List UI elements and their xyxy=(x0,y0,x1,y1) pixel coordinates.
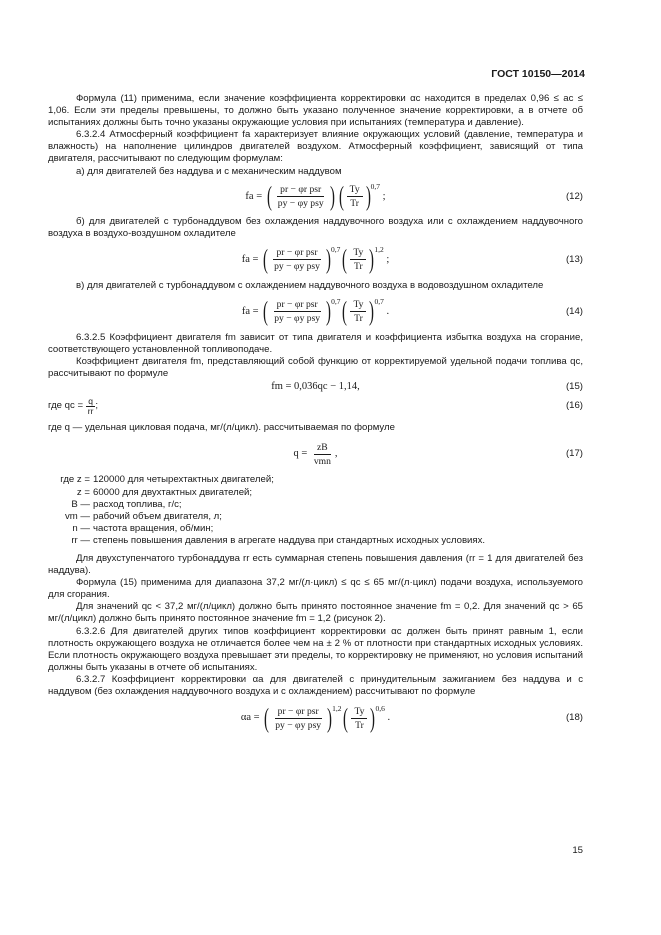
definition-symbol: z = xyxy=(76,486,90,498)
definition-symbol: vm — xyxy=(64,510,90,522)
formula-tail: ; xyxy=(382,190,386,202)
formula-tail: . xyxy=(386,305,390,317)
denominator: vmn xyxy=(313,455,331,467)
formula-number: (16) xyxy=(565,400,583,412)
formula-expression: fm = 0,036qc − 1,14, xyxy=(271,381,360,393)
denominator: py − φy psy xyxy=(274,313,321,325)
numerator: pr − φr psr xyxy=(274,299,321,312)
paragraph: Для двухступенчатого турбонаддува rr есть суммарная степень повышения давления (rr = 1 для двигателей без наддува). xyxy=(48,552,583,577)
numerator: Ty xyxy=(351,706,367,719)
paragraph: а) для двигателей без наддува и с механическим наддувом xyxy=(76,165,342,177)
paragraph: Для значений qc < 37,2 мг/(л/цикл) должно быть принято постоянное значение fm = 0,2. Для значений qc > 65 мг/(л/цикл) должно быть принято постоянное значение fm = 1,2 (рисунок 2). xyxy=(48,601,583,625)
denominator: py − φy psy xyxy=(275,719,322,731)
formula-tail: ; xyxy=(386,253,390,265)
definitions-list xyxy=(48,474,583,547)
definition-item xyxy=(48,535,583,547)
denominator: Tr xyxy=(354,313,363,325)
formula-number: (12) xyxy=(565,190,583,202)
formula-number: (18) xyxy=(565,712,583,724)
formula-lhs: fa = xyxy=(241,253,259,265)
formula-15 xyxy=(48,380,583,394)
formula-lhs: где qc = xyxy=(48,400,84,412)
denominator: Tr xyxy=(355,719,364,731)
formula-17 xyxy=(48,434,583,474)
definition-item xyxy=(48,499,583,511)
denominator: rr xyxy=(87,405,94,416)
formula-tail: . xyxy=(387,712,391,724)
formula-tail: , xyxy=(334,448,338,460)
formula-12: fa = ( $\frac{\text{pr − φr psr}}{\text{py − φy psy}}$ ) ( $\frac{Ty}{Tr}$ ) 0,7 ; (12) xyxy=(245,181,583,212)
paragraph: в) для двигателей с турбонаддувом с охлаждением наддувочного воздуха в водовоздушном охладителе xyxy=(76,279,544,291)
formula-number: (17) xyxy=(565,448,583,460)
paragraph: Формула (15) применима для диапазона 37,2 мг/(л·цикл) ≤ qc ≤ 65 мг/(л·цикл) подачи воздуха, используемого для сгорания. xyxy=(48,577,583,601)
formula-lhs: αa = xyxy=(240,712,260,724)
definition-symbol: B — xyxy=(71,498,90,510)
document-body xyxy=(48,93,583,738)
definition-text: расход топлива, г/с; xyxy=(93,498,182,510)
numerator: zB xyxy=(314,442,331,455)
numerator: pr − φr psr xyxy=(275,706,322,719)
numerator: pr − φr psr xyxy=(273,247,320,260)
page-number: 15 xyxy=(572,845,583,856)
exponent: 0,7 xyxy=(370,182,381,192)
paragraph: б) для двигателей с турбонаддувом без охлаждения наддувочного воздуха или с охлаждением наддувочного воздуха в воздухо-воздушном охладителе xyxy=(48,215,583,239)
formula-18: αa = ( $\frac{\text{pr − φr psr}}{\text{py − φy psy}}$ ) 1,2 ( $\frac{Ty}{Tr}$ ) 0,6 . (18) xyxy=(240,702,583,733)
standard-code: ГОСТ 10150—2014 xyxy=(491,68,585,80)
formula-14: fa = ( $\frac{\text{pr − φr psr}}{\text{py − φy psy}}$ ) 0,7 ( $\frac{Ty}{Tr}$ ) 0,7 . (14) xyxy=(241,296,583,327)
exponent: 0,7 xyxy=(374,297,384,307)
definition-symbol: где z = xyxy=(60,474,90,486)
paragraph: Коэффициент двигателя fm, представляющий собой функцию от корректируемой удельной подачи топлива qc, рассчитывают по формуле xyxy=(48,356,583,380)
numerator: Ty xyxy=(350,247,366,260)
definition-text: степень повышения давления в агрегате наддува при стандартных исходных условиях. xyxy=(93,534,486,546)
denominator: py − φy psy xyxy=(274,261,320,273)
formula-13: fa = ( $\frac{\text{pr − φr psr}}{\text{py − φy psy}}$ ) 0,7 ( $\frac{Ty}{Tr}$ ) 1,2 ; (13) xyxy=(241,244,583,275)
exponent: 1,2 xyxy=(332,703,342,713)
exponent: 0,7 xyxy=(331,297,341,307)
exponent: 0,6 xyxy=(375,703,385,713)
definition-item xyxy=(48,487,583,499)
numerator: q xyxy=(88,395,93,406)
numerator: Ty xyxy=(350,299,366,312)
paragraph: 6.3.2.4 Атмосферный коэффициент fa характеризует влияние окружающих условий (давление, температура и влажность) на наполнение цилиндров двигателей воздухом. Атмосферный коэффициент, зависящий от типа двигателя, рассчитывают по следующим формулам: xyxy=(48,129,583,165)
exponent: 0,7 xyxy=(330,245,341,255)
numerator: pr − φr psr xyxy=(277,184,324,197)
definition-item xyxy=(48,523,583,535)
paragraph: 6.3.2.7 Коэффициент корректировки αa для двигателей с принудительным зажиганием без наддува и с наддувом (без охлаждения наддувочного воздуха и с охлаждением) рассчитывают по формуле xyxy=(48,673,583,697)
formula-number: (14) xyxy=(565,305,583,317)
formula-lhs: fa = xyxy=(241,305,259,317)
definition-item xyxy=(48,474,583,486)
definition-text: рабочий объем двигателя, л; xyxy=(93,510,222,522)
paragraph: 6.3.2.5 Коэффициент двигателя fm зависит от типа двигателя и коэффициента избытка воздуха на сгорание, соответствующего установленной топливоподаче. xyxy=(48,331,583,356)
denominator: py − φy psy xyxy=(277,198,324,210)
formula-number: (13) xyxy=(565,253,583,265)
formula-lhs: fa = xyxy=(245,190,263,202)
numerator: Ty xyxy=(347,184,363,197)
definition-text: 60000 для двухтактных двигателей; xyxy=(93,486,253,498)
denominator: Tr xyxy=(350,198,359,210)
formula-lhs: q = xyxy=(293,448,308,460)
denominator: Tr xyxy=(353,261,363,273)
formula-number: (15) xyxy=(565,381,583,393)
definition-item xyxy=(48,511,583,523)
formula-16 xyxy=(48,394,583,418)
definition-symbol: rr — xyxy=(71,534,90,546)
exponent: 1,2 xyxy=(374,245,384,255)
definition-text: 120000 для четырехтактных двигателей; xyxy=(93,474,274,486)
formula-tail: ; xyxy=(95,400,99,412)
paragraph: 6.3.2.6 Для двигателей других типов коэффициент корректировки αc должен быть принят равным 1, если плотность окружающего воздуха не отличается более чем на ± 2 % от плотности при стандартных исходных условиях. Если плотность окружающего воздуха превышает эти пределы, то корректировку не применяют, но условия испытаний должны быть указаны в отчете об испытаниях. xyxy=(48,625,583,673)
paragraph: Формула (11) применима, если значение коэффициента корректировки αc находится в пределах 0,96 ≤ ac ≤ 1,06. Если эти пределы превышены, то должно быть указано полученное значение корректировки, а в отчете об испытаниях должны быть точно указаны окружающие условия при испытаниях (температура и давление). xyxy=(48,93,583,129)
definition-text: частота вращения, об/мин; xyxy=(93,522,214,534)
paragraph: где q — удельная цикловая подача, мг/(л/цикл). рассчитываемая по формуле xyxy=(48,422,395,434)
definition-symbol: n — xyxy=(72,522,90,534)
